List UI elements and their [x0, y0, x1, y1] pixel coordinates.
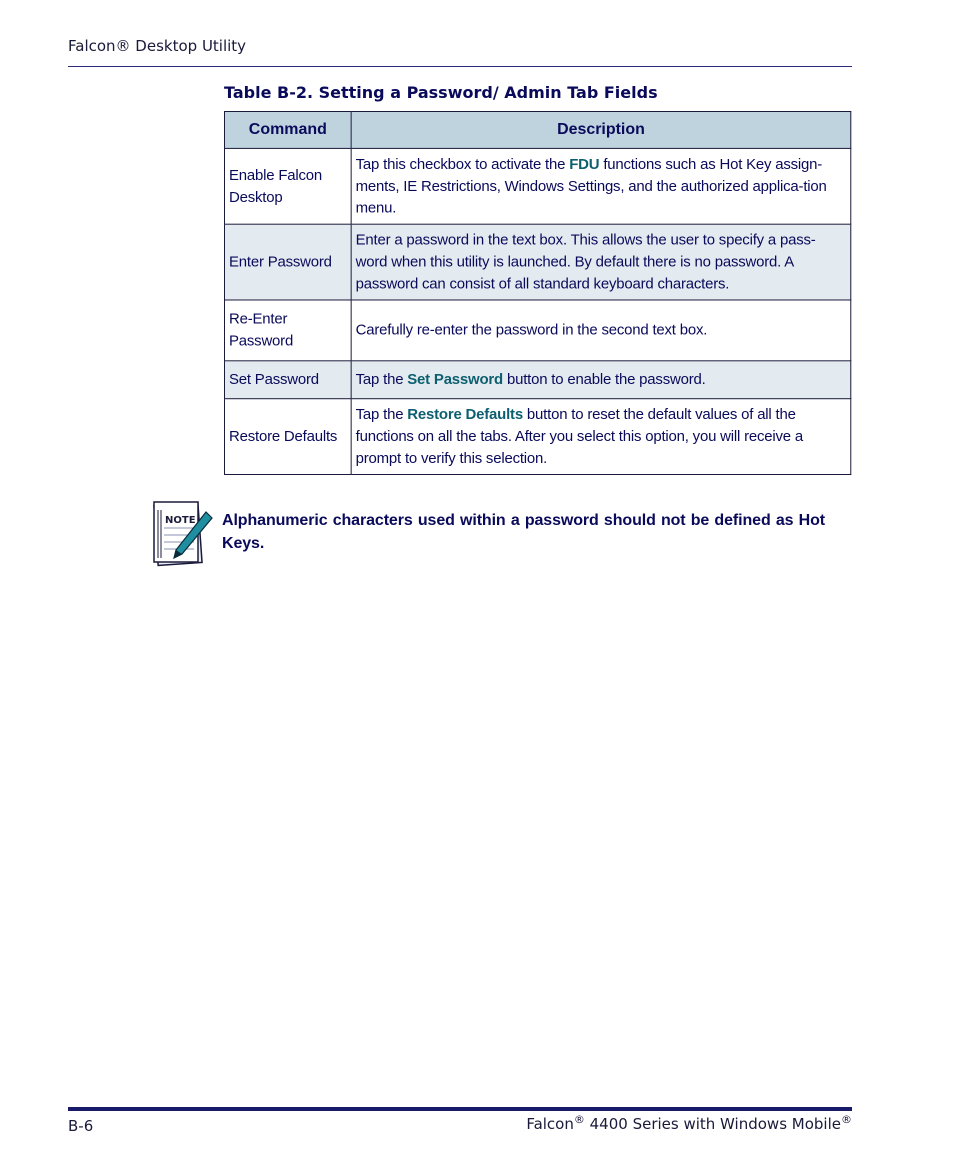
running-header: Falcon® Desktop Utility: [68, 37, 247, 55]
description-cell: [351, 361, 851, 399]
highlight-term: Set Password: [407, 370, 503, 388]
description-cell: [351, 300, 851, 361]
description-text: functions such as Hot Key assign-ments, IE Restrictions, Windows Settings, and the authorized applica-tion menu.: [355, 155, 827, 217]
description-text: Tap this checkbox to activate the: [355, 155, 570, 173]
description-cell: [351, 224, 851, 300]
table-header-row: [224, 111, 850, 148]
command-cell: Enter Password: [224, 224, 351, 300]
description-text: button to reset the default values of all the functions on all the tabs. After you select this option, you will receive a prompt to verify this selection.: [355, 405, 804, 467]
column-header-command: Command: [224, 111, 351, 148]
highlight-term: FDU: [569, 155, 600, 173]
note-text: Alphanumeric characters used within a password should not be defined as Hot Keys.: [222, 512, 825, 552]
table-title: Table B-2. Setting a Password/ Admin Tab Fields: [224, 83, 658, 102]
page-number: B-6: [68, 1117, 94, 1135]
table-row: [224, 224, 850, 300]
column-header-description: Description: [351, 111, 851, 148]
description-text: Tap the: [355, 405, 408, 423]
table-row: [224, 399, 850, 475]
footer-rule: [68, 1107, 852, 1111]
header-rule: [68, 66, 852, 67]
description-text: Enter a password in the text box. This allows the user to specify a pass-word when this utility is launched. By default there is no password. A password can consist of all standard keyboard characters.: [355, 231, 816, 293]
description-cell: [351, 399, 851, 475]
command-cell: Re-Enter Password: [224, 300, 351, 361]
command-cell: Restore Defaults: [224, 399, 351, 475]
description-text: button to enable the password.: [502, 370, 706, 388]
description-text: Tap the: [355, 370, 408, 388]
footer-title: [526, 1113, 852, 1133]
footer-title-text: Falcon: [526, 1115, 574, 1133]
table-row: [224, 148, 850, 224]
command-cell: Enable Falcon Desktop: [224, 148, 351, 224]
table-row: [224, 300, 850, 361]
note-icon-label: NOTE: [165, 515, 196, 526]
fields-table: [224, 111, 851, 475]
footer-title-text: 4400 Series with Windows Mobile: [584, 1115, 841, 1133]
registered-mark: ®: [573, 1113, 585, 1126]
registered-mark: ®: [841, 1113, 852, 1126]
note-pencil-icon: [148, 498, 214, 568]
description-text: Carefully re-enter the password in the second text box.: [355, 321, 708, 339]
highlight-term: Restore Defaults: [407, 405, 523, 423]
table-row: [224, 361, 850, 399]
description-cell: [351, 148, 851, 224]
command-cell: Set Password: [224, 361, 351, 399]
